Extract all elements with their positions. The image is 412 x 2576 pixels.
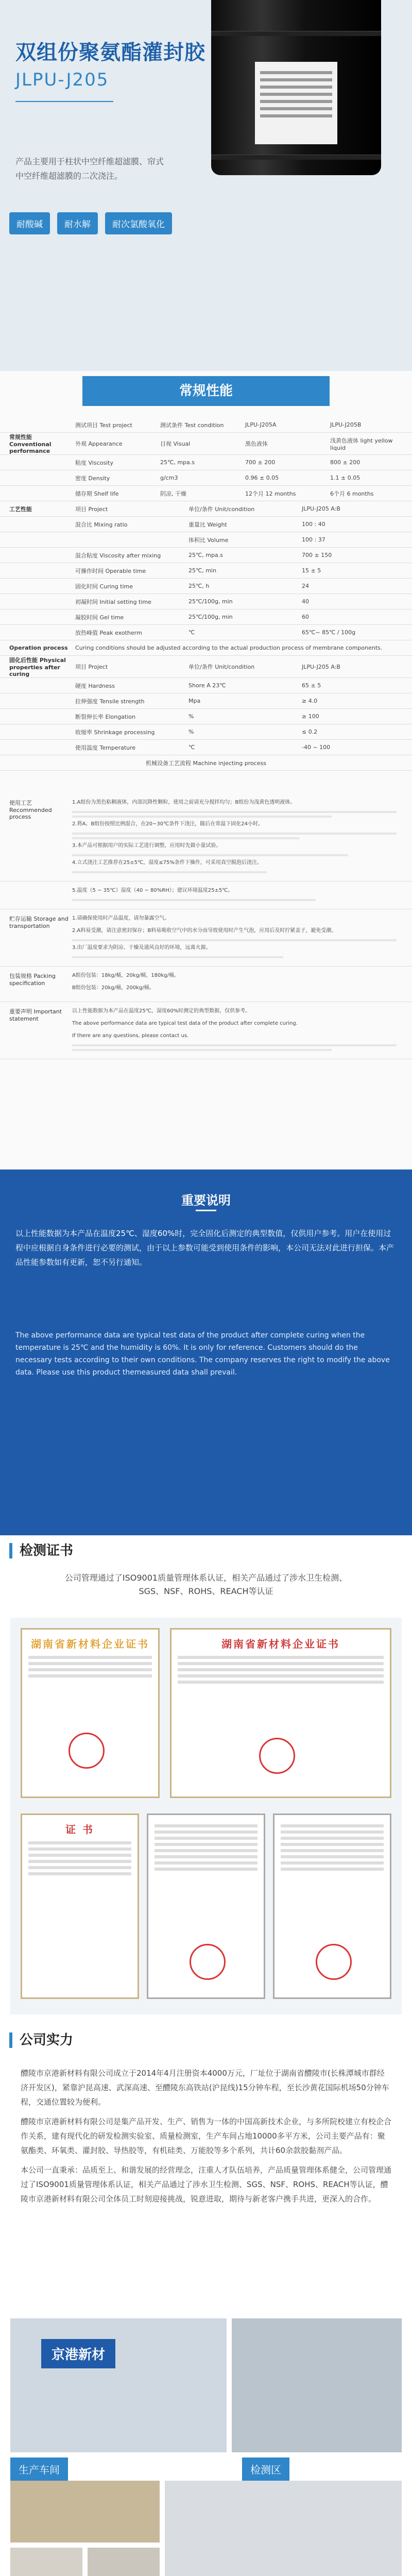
table-header-cell: JLPU-J205B <box>330 421 362 428</box>
feature-pill: 耐次氯酸氧化 <box>105 212 172 234</box>
title-rule <box>196 1210 216 1211</box>
table-cell: 固化时间 Curing time <box>75 583 133 590</box>
company-lobby-photo <box>10 2318 227 2452</box>
note-line: 3.本产品可根据用户的实际工艺进行调整，应用时先做小量试验。 <box>72 843 221 849</box>
table-row <box>0 755 412 771</box>
table-cell: % <box>188 728 194 735</box>
table-cell: 60 <box>302 614 309 620</box>
certs-title: 检测证书 <box>9 1543 73 1558</box>
table-cell: 100 : 37 <box>302 536 325 543</box>
certificates-gallery <box>10 1618 402 2014</box>
workshop-photo <box>10 2481 160 2543</box>
table-cell: 25℃, min <box>188 567 217 574</box>
table-row <box>0 640 412 656</box>
note-line: 3.出厂温度要求为阴凉、干燥及通风良好的环境，远离火源。 <box>72 945 211 951</box>
note-heading: 重要声明 Important statement <box>9 1008 62 1022</box>
feature-pill: 耐酸碱 <box>9 212 50 234</box>
table-row <box>0 609 412 625</box>
table-row <box>0 579 412 594</box>
table-cell: 断裂伸长率 Elongation <box>75 713 135 720</box>
product-drum-image <box>211 0 381 175</box>
table-cell: 24 <box>302 583 309 589</box>
factory-building-photo <box>232 2318 402 2452</box>
table-cell: 混合粘度 Viscosity after mixing <box>75 552 161 559</box>
company-paragraph: 醴陵市京港新材料有限公司是集产品开发、生产、销售为一体的中国高新技术企业，与多所院校建立有校企合作关系，建有现代化的研发检测实验室、质量检测室，生产车间占地10000多平方米，公司主要产品有：聚氨酯类、环氧类、灌封胶、导热胶等，有机硅类、万能胶等多个系列，共计60余款胶黏剂产品。 <box>21 2117 392 2155</box>
important-title: 重要说明 <box>181 1193 231 1208</box>
table-cell: 800 ± 200 <box>330 459 360 466</box>
workshop-photo <box>10 2548 82 2576</box>
table-row <box>0 455 412 470</box>
group-label: Operation process <box>9 645 68 651</box>
table-cell: 黑色液体 <box>245 440 268 447</box>
table-row <box>0 563 412 579</box>
table-row <box>0 417 412 433</box>
table-header-cell: 单位/条件 Unit/condition <box>188 664 255 670</box>
certificate-image <box>21 1814 139 1999</box>
hero-section <box>0 0 412 371</box>
note-heading: 包装规格 Packing specification <box>9 973 56 987</box>
drum-label <box>255 62 337 144</box>
table-header-cell: 单位/条件 Unit/condition <box>188 505 255 513</box>
note-block <box>0 882 412 909</box>
note-line: 2.将A、B组份按照比例混合，在20~30℃条件下浇注，随后在常温下固化24小时。 <box>72 821 264 827</box>
group-label: 工艺性能 <box>9 505 32 513</box>
certs-intro: 公司管理通过了ISO9001质量管理体系认证，相关产品通过了涉水卫生检测、SGS、NSF、ROHS、REACH等认证 <box>64 1573 348 1596</box>
spec-banner: 常规性能 <box>82 376 330 406</box>
seal-icon <box>259 1738 295 1774</box>
note-block <box>0 909 412 967</box>
important-text-en: The above performance data are typical test data of the product after complete curing when the temperature is 25℃ and the humidity is 60%. It is only for reference. Customers should do the necessary tests according to their own conditions. The company reserves the right to modify the above data. Please use this product themeasured data shall prevail. <box>15 1331 390 1377</box>
table-cell: 使用温度 Temperature <box>75 744 136 751</box>
table-cell: 放热峰值 Peak exotherm <box>75 629 142 636</box>
table-cell: 重量比 Weight <box>188 521 227 528</box>
note-line: 4.立式浇注工艺推荐在25±5℃，湿度≤75%条件下操作，可采用真空脱泡后浇注。 <box>72 860 262 866</box>
table-cell: 密度 Density <box>75 474 110 482</box>
table-cell: 700 ± 150 <box>302 552 332 558</box>
note-line: 1.请确保使用时产品温度，请勿暴露空气。 <box>72 916 170 921</box>
table-header-cell: 项目 Project <box>75 505 108 513</box>
table-cell: -40 ~ 100 <box>302 744 331 751</box>
table-cell: 6个月 6 months <box>330 490 374 497</box>
note-block <box>0 967 412 1002</box>
seal-icon <box>68 1733 105 1769</box>
seal-icon <box>316 1944 352 1980</box>
table-cell: 1.1 ± 0.05 <box>330 474 360 481</box>
product-model: JLPU-J205 <box>15 70 109 90</box>
note-line: B组份包装：20kg/桶，200kg/桶。 <box>72 985 154 991</box>
table-cell: g/cm3 <box>160 474 178 481</box>
workshop-photo <box>88 2548 160 2576</box>
table-cell: 阴凉, 干燥 <box>160 490 186 497</box>
table-row <box>0 724 412 740</box>
table-row <box>0 532 412 548</box>
table-cell: 外观 Appearance <box>75 440 123 447</box>
note-heading: 贮存运输 Storage and transportation <box>9 916 68 929</box>
certificate-image <box>21 1628 160 1798</box>
table-cell: 浅黄色液体 light yellow liquid <box>330 437 393 451</box>
table-cell: 体积比 Volume <box>188 536 229 544</box>
usage-notes <box>0 793 412 1059</box>
company-logo-wall: 京港新材 <box>41 2339 115 2368</box>
table-cell: 0.96 ± 0.05 <box>245 474 279 481</box>
table-cell: 40 <box>302 598 309 605</box>
certificate-heading: 湖南省新材料企业证书 <box>221 1638 340 1650</box>
table-row <box>0 548 412 563</box>
note-block <box>0 793 412 882</box>
table-cell: 硬度 Hardness <box>75 682 115 689</box>
lab-photo <box>165 2481 402 2576</box>
table-cell: ≥ 4.0 <box>302 698 318 704</box>
table-row <box>0 594 412 609</box>
group-label: 固化后性能 Physical properties after curing <box>9 657 66 677</box>
important-text-zh: 以上性能数据为本产品在温度25℃、湿度60%时，完全固化后测定的典型数值，仅供用户参考。用户在使用过程中应根据自身条件进行必要的测试，由于以上参数可能受到使用条件的影响，本公司无法对此进行担保。本产品性能参数如有更新，恕不另行通知。 <box>15 1229 394 1267</box>
table-row <box>0 470 412 486</box>
table-cell: 可操作时间 Operable time <box>75 567 146 574</box>
note-line: 以上性能数据为本产品在温度25℃，湿度60%时测定的典型数据，仅供参考。 <box>72 1008 251 1014</box>
title-underline <box>15 101 113 102</box>
table-cell: 25℃, h <box>188 583 210 589</box>
note-line: 2.A料易受潮，请注意密封保存；B料易吸收空气中的水分而导致使用时产生气泡，应用后及时拧紧盖子，避免受潮。 <box>72 928 337 934</box>
group-label: 常规性能 Conventional performance <box>9 434 52 454</box>
table-row <box>0 433 412 455</box>
table-cell <box>72 538 185 542</box>
certificate-heading: 证 书 <box>65 1823 94 1836</box>
table-row <box>0 656 412 678</box>
table-cell: 700 ± 200 <box>245 459 276 466</box>
table-cell: 收缩率 Shrinkage processing <box>75 728 155 736</box>
table-row <box>0 625 412 640</box>
table-cell: 15 ± 5 <box>302 567 321 574</box>
table-cell: 25℃, mpa.s <box>188 552 224 558</box>
table-header-cell: JLPU-J205 A:B <box>302 663 340 670</box>
seal-icon <box>190 1944 226 1980</box>
production-tag: 生产车间 <box>10 2458 68 2481</box>
table-row <box>0 709 412 724</box>
feature-pill: 耐水解 <box>57 212 98 234</box>
drum-ring <box>211 31 381 36</box>
table-cell: ℃ <box>188 629 195 636</box>
table-header-cell: 项目 Project <box>75 664 108 670</box>
spec-table <box>0 417 412 771</box>
table-cell: 12个月 12 months <box>245 490 296 497</box>
table-header-cell: JLPU-J205A <box>245 421 277 428</box>
table-cell: ℃ <box>188 744 195 751</box>
table-cell: ≥ 100 <box>302 713 319 720</box>
table-cell: 100 : 40 <box>302 521 325 528</box>
table-cell: 粘度 Viscosity <box>75 459 113 466</box>
spec-sheet <box>0 371 412 1170</box>
table-header-cell: 测试项目 Test project <box>75 421 132 429</box>
company-paragraph: 醴陵市京港新材料有限公司成立于2014年4月注册资本4000万元，厂址位于湖南省醴陵市(长株潭城市群经济开发区)，紧靠沪昆高速、武深高速、至醴陵东高铁站(沪昆线)15分钟车程，至长沙黄花国际机场50分钟车程，交通位置较为便利。 <box>21 2069 389 2107</box>
table-cell: Curing conditions should be adjusted according to the actual production process of membrane components. <box>75 645 383 651</box>
machine-process-heading: 机械设备工艺流程 Machine injecting process <box>145 759 267 767</box>
table-row <box>0 678 412 693</box>
note-line: The above performance data are typical test data of the product after complete curing. <box>72 1021 298 1026</box>
certificate-image <box>170 1628 391 1798</box>
table-row <box>0 486 412 501</box>
company-paragraph: 本公司一直秉承：品质至上、和谐发展的经营理念，注重人才队伍培养，产品质量管理体系健全，公司管理通过了ISO9001质量管理体系认证，相关产品通过了涉水卫生检测、SGS、NSF、ROHS、REACH等认证，醴陵市京港新材料有限公司全体员工时刻迎接挑战，锐意进取，期待与新老客户携手共进，更深入的合作。 <box>21 2165 392 2204</box>
table-cell: 目视 Visual <box>160 440 191 447</box>
note-line: If there are any questions, please contact us. <box>72 1033 189 1039</box>
table-cell: Mpa <box>188 698 201 704</box>
product-title: 双组份聚氨酯灌封胶 <box>15 41 205 64</box>
table-row <box>0 693 412 709</box>
note-line: 5.温度（5 ~ 35℃）湿度（40 ~ 80%RH）；建议环境温度25±5℃。 <box>72 888 233 893</box>
product-intro: 产品主要用于柱状中空纤维超滤膜、帘式中空纤维超滤膜的二次浇注。 <box>15 157 164 181</box>
note-block <box>0 1002 412 1059</box>
certificate-image <box>273 1814 391 1999</box>
note-heading: 使用工艺 Recommended process <box>9 800 52 820</box>
table-cell: 65 ± 5 <box>302 682 321 689</box>
table-cell: 25℃/100g, min <box>188 598 233 605</box>
table-cell: ≤ 0.2 <box>302 728 318 735</box>
table-cell: 拉伸强度 Tensile strength <box>75 698 145 705</box>
note-line: 1.A组份为黑色粘稠液体，内部沉降性颗粒，使用之前请充分搅拌均匀；B组份为浅黄色透明液体。 <box>72 800 296 805</box>
table-cell: % <box>188 713 194 720</box>
table-cell: Shore A 23℃ <box>188 682 226 689</box>
note-heading <box>0 887 72 904</box>
note-line: A组份包装：18kg/桶，20kg/桶，180kg/桶。 <box>72 973 179 978</box>
table-cell: 初凝时间 Initial setting time <box>75 598 151 605</box>
table-cell: 65℃~ 85℃ / 100g <box>302 629 356 636</box>
company-title: 公司实力 <box>9 2032 73 2048</box>
important-notice <box>0 1170 412 1535</box>
table-cell: 混合比 Mixing ratio <box>75 521 128 528</box>
table-header-cell: 测试条件 Test condition <box>160 421 224 429</box>
table-header-cell: JLPU-J205 A:B <box>302 505 340 512</box>
table-row <box>0 740 412 755</box>
table-cell: 储存期 Shelf life <box>75 490 119 497</box>
certificate-heading: 湖南省新材料企业证书 <box>31 1638 149 1650</box>
certificate-image <box>147 1814 265 1999</box>
table-row <box>0 517 412 532</box>
drum-ring <box>211 155 381 160</box>
table-cell: 25℃/100g, min <box>188 614 233 620</box>
feature-pills <box>9 212 172 234</box>
company-about <box>21 2066 391 2211</box>
table-cell: 25℃, mpa.s <box>160 459 195 466</box>
table-row <box>0 501 412 517</box>
table-cell: 凝胶时间 Gel time <box>75 614 124 621</box>
lab-tag: 检测区 <box>242 2458 289 2481</box>
